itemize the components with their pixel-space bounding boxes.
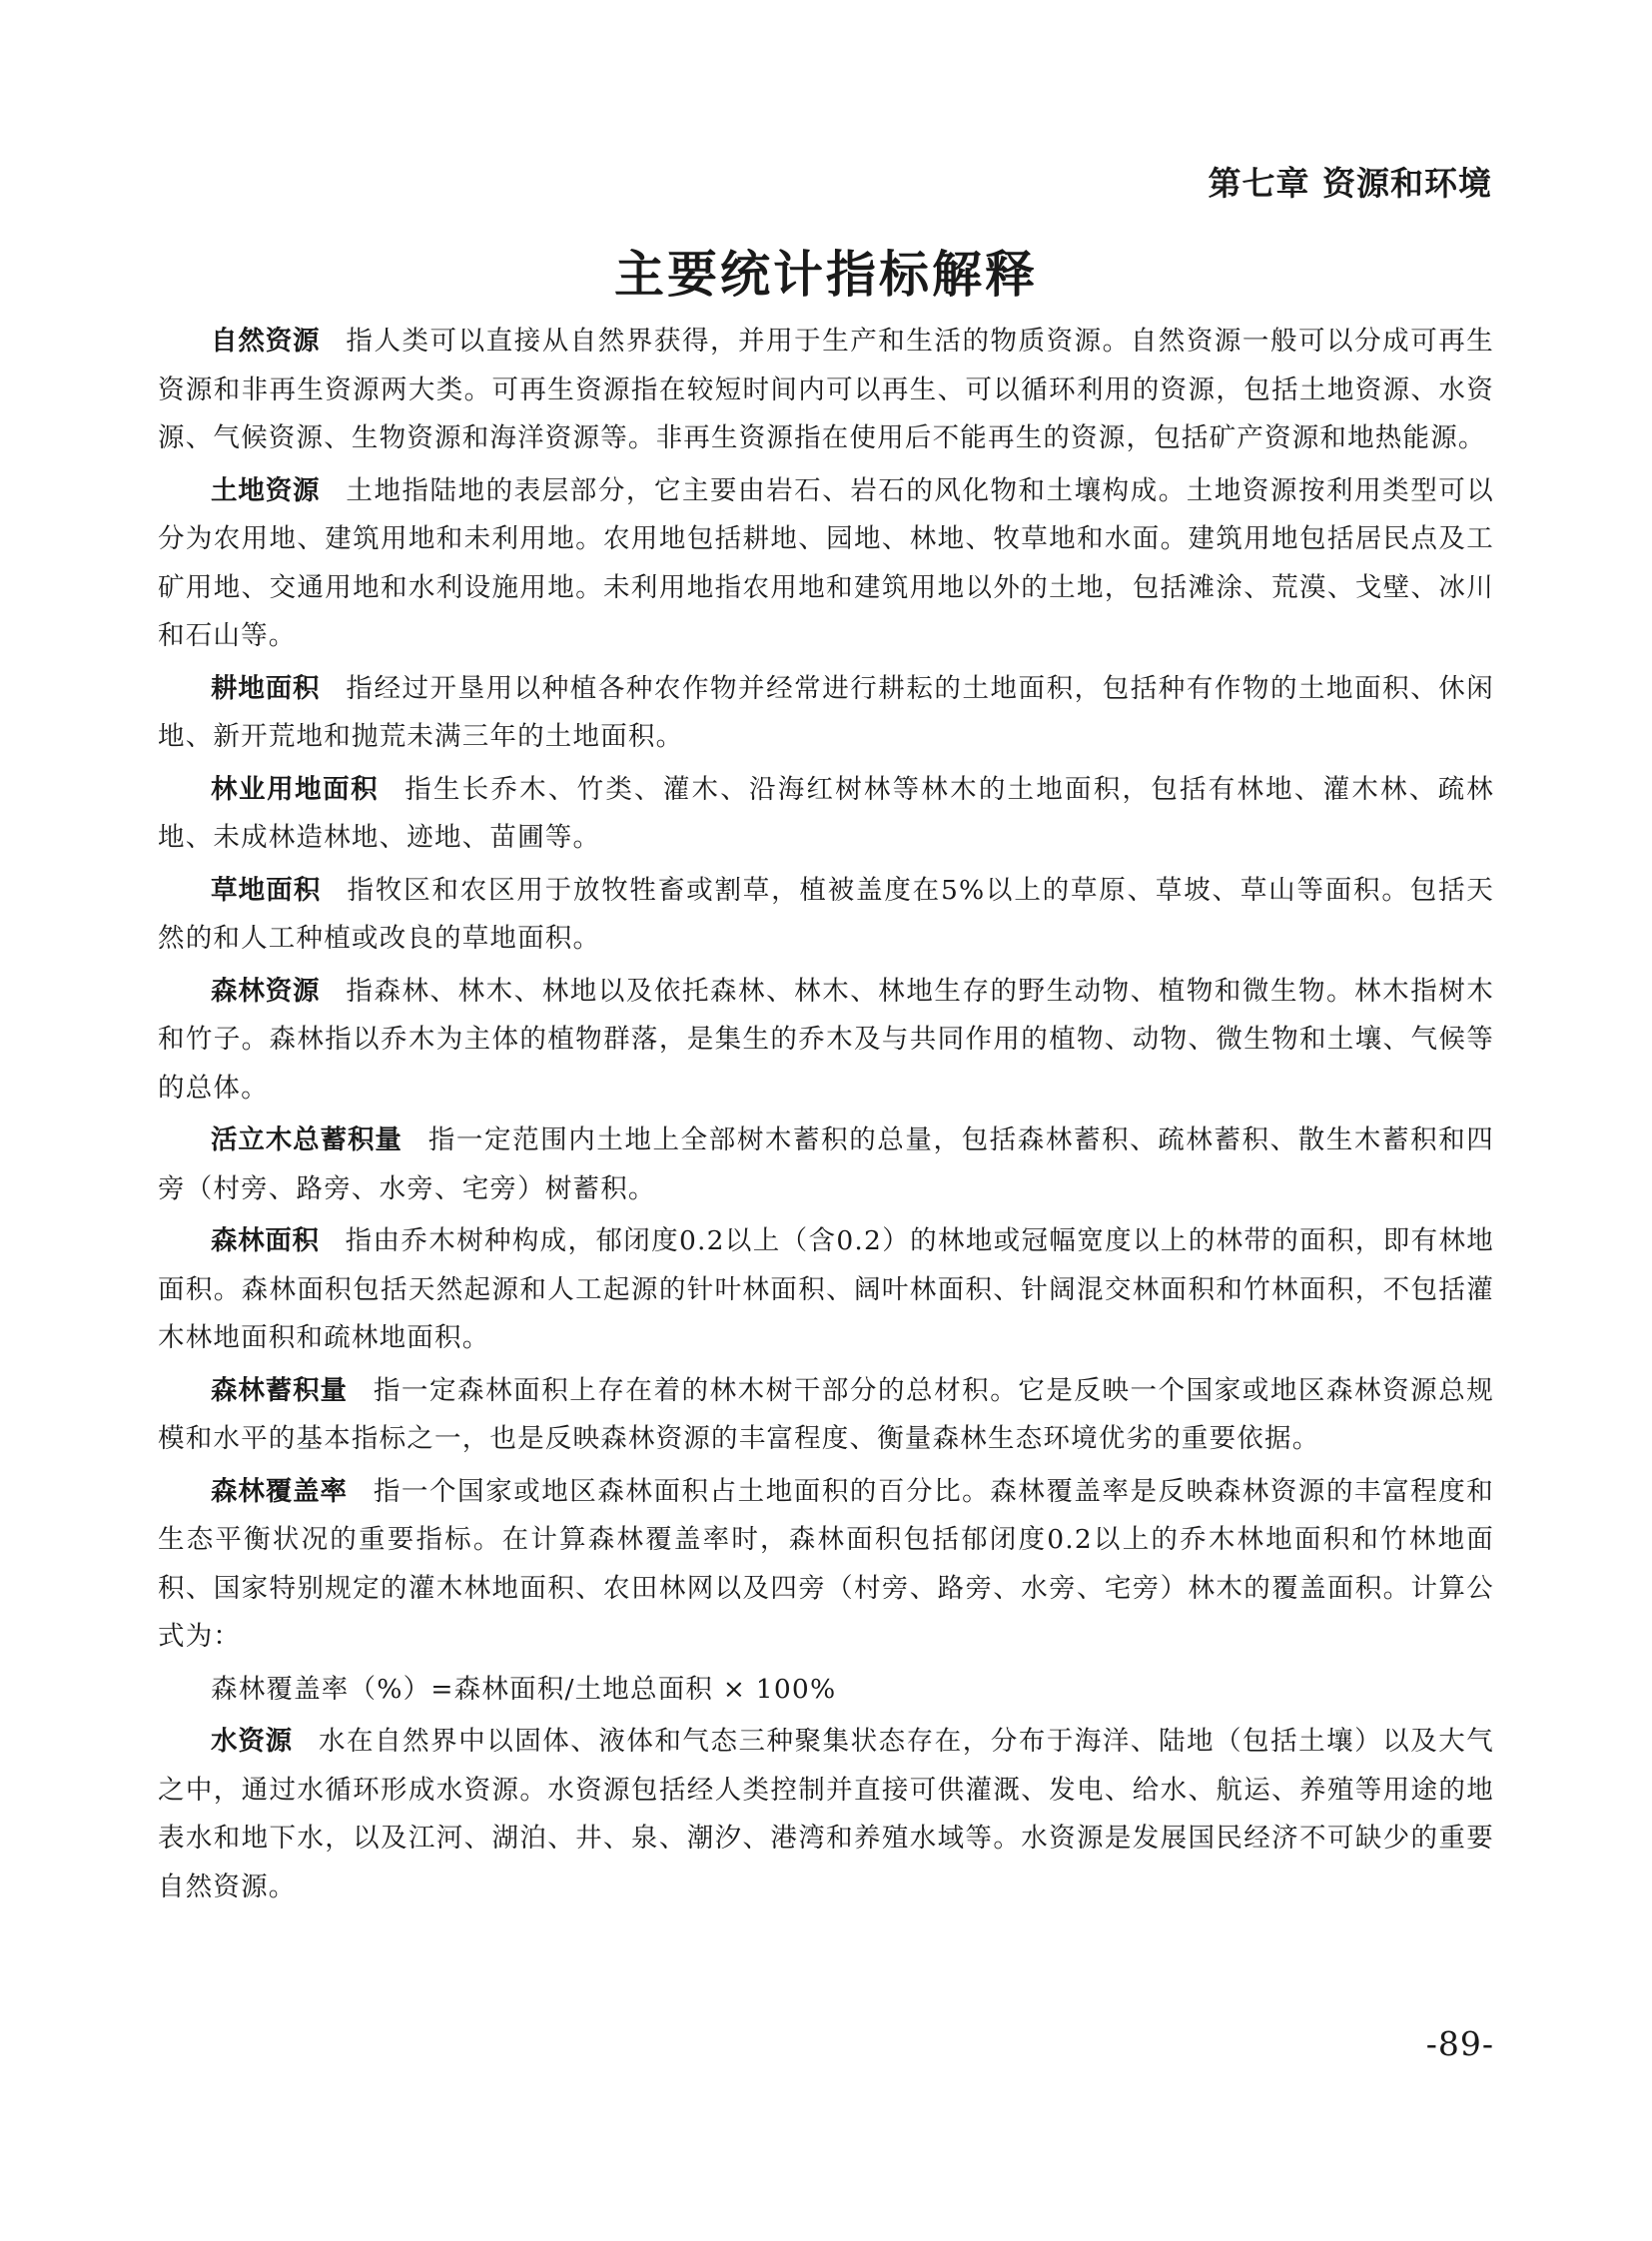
page-title: 主要统计指标解释 xyxy=(614,246,1038,304)
entry-term: 森林资源 xyxy=(211,975,321,1007)
formula-line: 森林覆盖率（%）=森林面积/土地总面积 × 100% xyxy=(211,1673,837,1705)
entry-definition: 指经过开垦用以种植各种农作物并经常进行耕耘的土地面积，包括种有作物的土地面积、休闲地、新开荒地和抛荒未满三年的土地面积。 xyxy=(158,672,1494,752)
glossary-entry xyxy=(158,1367,1494,1464)
glossary-entry xyxy=(158,1217,1494,1363)
entry-term: 森林面积 xyxy=(211,1225,320,1256)
entry-term: 森林覆盖率 xyxy=(211,1475,348,1507)
entry-definition: 指一个国家或地区森林面积占土地面积的百分比。森林覆盖率是反映森林资源的丰富程度和生态平衡状况的重要指标。在计算森林覆盖率时，森林面积包括郁闭度0.2以上的乔木林地面积和竹林地面积、国家特别规定的灌木林地面积、农田林网以及四旁（村旁、路旁、水旁、宅旁）林木的覆盖面积。计算公式为： xyxy=(158,1475,1495,1652)
glossary-entry xyxy=(158,467,1494,661)
entry-definition: 指人类可以直接从自然界获得，并用于生产和生活的物质资源。自然资源一般可以分成可再生资源和非再生资源两大类。可再生资源指在较短时间内可以再生、可以循环利用的资源，包括土地资源、水资源、气候资源、生物资源和海洋资源等。非再生资源指在使用后不能再生的资源，包括矿产资源和地热能源。 xyxy=(158,326,1494,453)
entry-definition: 指一定森林面积上存在着的林木树干部分的总材积。它是反映一个国家或地区森林资源总规模和水平的基本指标之一，也是反映森林资源的丰富程度、衡量森林生态环境优劣的重要依据。 xyxy=(158,1374,1495,1454)
entry-term: 草地面积 xyxy=(211,874,322,906)
entry-definition: 指一定范围内土地上全部树木蓄积的总量，包括森林蓄积、疏林蓄积、散生木蓄积和四旁（村旁、路旁、水旁、宅旁）树蓄积。 xyxy=(158,1124,1495,1204)
chapter-header: 第七章 资源和环境 xyxy=(1208,164,1492,203)
entry-definition: 指生长乔木、竹类、灌木、沿海红树林等林木的土地面积，包括有林地、灌木林、疏林地、未成林造林地、迹地、苗圃等。 xyxy=(158,773,1494,853)
glossary-entry xyxy=(158,1117,1494,1213)
glossary-body xyxy=(158,318,1494,1915)
page-number: -89- xyxy=(1425,2024,1494,2063)
glossary-entry xyxy=(158,1468,1494,1662)
entry-definition: 指由乔木树种构成，郁闭度0.2以上（含0.2）的林地或冠幅宽度以上的林带的面积，即有林地面积。森林面积包括天然起源和人工起源的针叶林面积、阔叶林面积、针阔混交林面积和竹林面积，不包括灌木林地面积和疏林地面积。 xyxy=(158,1225,1495,1353)
entry-term: 森林蓄积量 xyxy=(211,1374,348,1406)
glossary-entry xyxy=(158,665,1494,762)
entry-definition: 指森林、林木、林地以及依托森林、林木、林地生存的野生动物、植物和微生物。林木指树木和竹子。森林指以乔木为主体的植物群落，是集生的乔木及与共同作用的植物、动物、微生物和土壤、气候等的总体。 xyxy=(158,975,1494,1104)
glossary-entry xyxy=(158,968,1494,1114)
entry-term: 活立木总蓄积量 xyxy=(211,1124,403,1155)
entry-definition: 指牧区和农区用于放牧牲畜或割草，植被盖度在5%以上的草原、草坡、草山等面积。包括天然的和人工种植或改良的草地面积。 xyxy=(158,874,1495,954)
entry-term: 土地资源 xyxy=(211,474,321,506)
glossary-entry xyxy=(158,766,1494,863)
glossary-entry xyxy=(158,318,1494,463)
glossary-entry xyxy=(158,1718,1494,1911)
entry-term: 林业用地面积 xyxy=(211,773,380,805)
entry-term: 自然资源 xyxy=(211,326,321,357)
entry-term: 耕地面积 xyxy=(211,672,321,704)
entry-definition: 水在自然界中以固体、液体和气态三种聚集状态存在，分布于海洋、陆地（包括土壤）以及大气之中，通过水循环形成水资源。水资源包括经人类控制并直接可供灌溉、发电、给水、航运、养殖等用途的地表水和地下水，以及江河、湖泊、井、泉、潮汐、港湾和养殖水域等。水资源是发展国民经济不可缺少的重要自然资源。 xyxy=(158,1726,1494,1902)
entry-definition: 土地指陆地的表层部分，它主要由岩石、岩石的风化物和土壤构成。土地资源按利用类型可以分为农用地、建筑用地和未利用地。农用地包括耕地、园地、林地、牧草地和水面。建筑用地包括居民点及工矿用地、交通用地和水利设施用地。未利用地指农用地和建筑用地以外的土地，包括滩涂、荒漠、戈壁、冰川和石山等。 xyxy=(158,474,1494,651)
entry-term: 水资源 xyxy=(211,1726,293,1757)
glossary-entry xyxy=(158,867,1494,964)
